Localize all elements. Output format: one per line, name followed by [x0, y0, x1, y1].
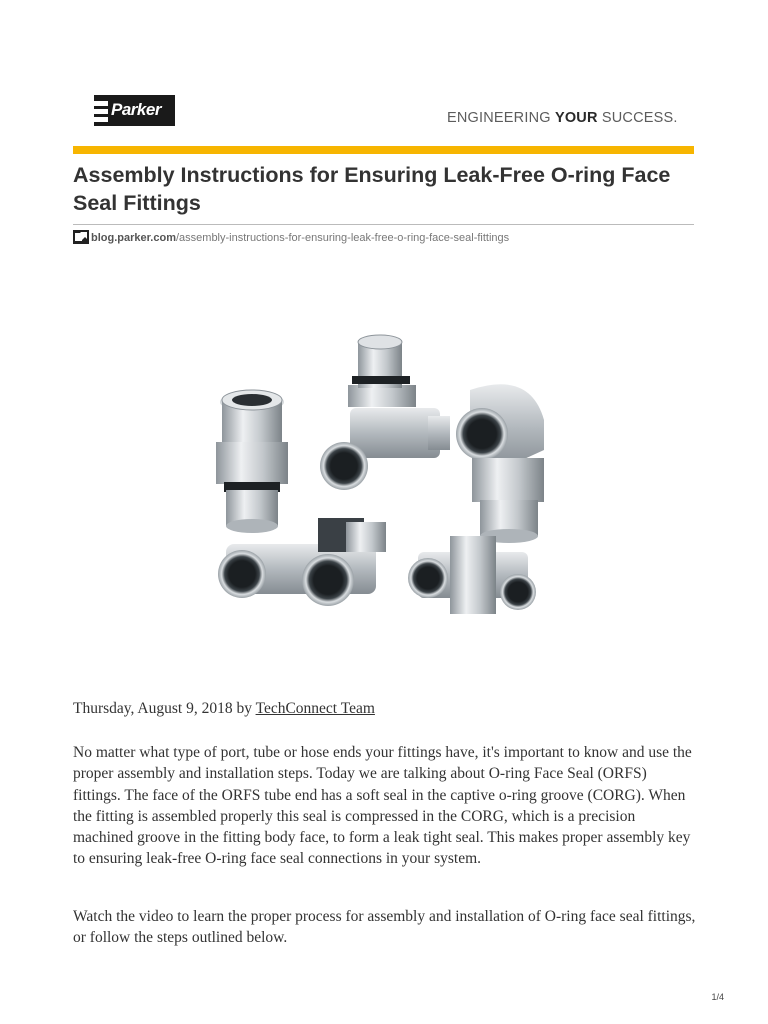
- url-path: /assembly-instructions-for-ensuring-leak-free-o-ring-face-seal-fittings: [175, 232, 510, 244]
- straight-fitting: [216, 390, 288, 533]
- o-ring-face-seal-fittings-photo: [200, 330, 560, 640]
- source-url[interactable]: [73, 230, 509, 245]
- parker-logo-mark: [94, 95, 110, 126]
- parker-logo: [94, 95, 175, 126]
- tagline-strong: YOUR: [554, 110, 598, 126]
- tagline: [447, 110, 676, 126]
- link-out-icon: [73, 230, 89, 244]
- accent-bar: [73, 146, 694, 154]
- title-divider: [73, 224, 694, 225]
- video-paragraph: Watch the video to learn the proper process for assembly and installation of O-ring face seal fittings, or follow the steps outlined below.: [73, 908, 696, 947]
- page-number: 1/4: [711, 992, 724, 1002]
- url-domain: blog.parker.com: [91, 232, 176, 244]
- author-link[interactable]: TechConnect Team: [255, 700, 375, 717]
- cross-fitting: [408, 536, 536, 614]
- parker-logo-text: Parker: [111, 100, 161, 119]
- intro-paragraph: No matter what type of port, tube or hose ends your fittings have, it's important to know and use the proper assembly and installation steps. Today we are talking about O-ring Face Seal (ORFS) fittings. The face of the ORFS tube end has a soft seal in the captive o-ring groove (CORG). When the fitting is assembled properly this seal is compressed in the CORG, which is a precision machined groove in the fitting body face, to form a leak tight seal. This makes proper assembly key to ensuring leak-free O-ring face seal connections in your system.: [73, 744, 692, 868]
- tee-fitting: [320, 335, 450, 490]
- post-date: Thursday, August 9, 2018 by: [73, 700, 256, 717]
- post-meta: [73, 699, 375, 719]
- tagline-prefix: ENGINEERING: [447, 110, 555, 126]
- article-title: Assembly Instructions for Ensuring Leak-Free O-ring Face Seal Fittings: [73, 163, 671, 215]
- elbow-fitting: [456, 384, 544, 543]
- tagline-suffix: SUCCESS.: [597, 110, 678, 126]
